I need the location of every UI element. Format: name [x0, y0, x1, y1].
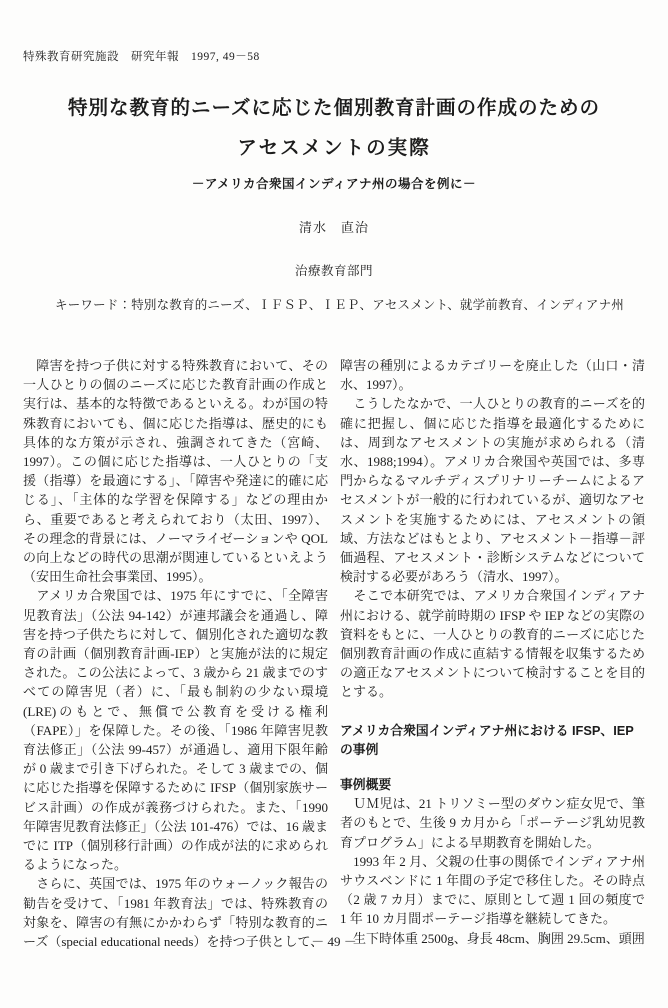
- paper-title-line2: アセスメントの実際: [237, 138, 431, 159]
- body-columns: [23, 356, 645, 951]
- paper-subtitle: －アメリカ合衆国インディアナ州の場合を例に－: [191, 177, 477, 191]
- body-paragraph: そこで本研究では、アメリカ合衆国インディアナ州における、就学前時期の IFSP や IEP などの実際の資料をもとに、一人ひとりの教育的ニーズに応じた個別教育計画の作成に直結する情報を収集するための適正なアセスメントについて検討することを目的とする。: [340, 588, 645, 700]
- paper-title-line1: 特別な教育的ニーズに応じた個別教育計画の作成のための: [67, 98, 601, 119]
- body-paragraph: 生下時体重 2500g、身長 48cm、胸囲 29.5cm、頭囲: [340, 930, 645, 946]
- author-affiliation: 治療教育部門: [294, 264, 373, 278]
- body-paragraph: 障害の種別によるカテゴリーを廃止した（山口・清水、1997）。: [340, 358, 645, 393]
- body-paragraph: ＵＭ児は、21 トリソミー型のダウン症女児で、筆者のもとで、生後 9 カ月から「ポーテージ乳幼児教育プログラム」による早期教育を開始した。: [340, 796, 645, 850]
- body-paragraph: 1993 年 2 月、父親の仕事の関係でインディアナ州サウスベンドに 1 年間の予定で移住した。その時点（2 歳 7 カ月）までに、原則として週 1 回の頻度で 1 年 10 カ月間ポーテージ指導を継続してきた。: [340, 853, 645, 927]
- left-column: [23, 356, 328, 951]
- body-paragraph: 障害を持つ子供に対する特殊教育において、その一人ひとりの個のニーズに応じた教育計画の作成と実行は、基本的な特徴であるといえる。わが国の特殊教育においても、個に応じた指導は、歴史的にも具体的な方策が示され、強調されてきた（宮崎、1997）。この個に応じた指導は、一人ひとりの「支援（指導）を最適にする」、「障害や発達に的確に応じる」、「主体的な学習を保障する」などの理由から、重要であると考えられており（太田、1997）、その理念的背景には、ノーマライゼーションや QOL の向上などの時代の思潮が関連しているといえよう（安田生命社会事業団、1995）。: [23, 358, 328, 585]
- sub-heading-case-overview: 事例概要: [340, 777, 392, 793]
- right-column: [340, 356, 645, 951]
- title-block: [23, 96, 645, 192]
- keywords-line: キーワード：特別な教育的ニーズ、ＩＦＳＰ、ＩＥＰ、アセスメント、就学前教育、インディアナ州: [55, 298, 625, 312]
- body-paragraph: こうしたなかで、一人ひとりの教育的ニーズを的確に把握し、個に応じた指導を最適化するためには、周到なアセスメントの実施が求められる（清水、1988;1994）。アメリカ合衆国や英国では、多専門からなるマルチディスプリナリーチームによるアセスメントが一般的に行われているが、適切なアセスメントを実施するためには、アセスメントの領域、方法などはもとより、アセスメント－指導－評価過程、アセスメント・診断システムなどについて検討する必要があろう（清水、1997）。: [340, 396, 645, 585]
- body-paragraph: アメリカ合衆国では、1975 年にすでに、「全障害児教育法」（公法 94-142）が連邦議会を通過し、障害を持つ子供たちに対して、個別化された適切な教育の計画（個別教育計画-IEP）と実施が法的に規定された。この公法によって、3 歳から 21 歳までのすべての障害児（者）に、「最も制約の少ない環境(LRE)のもとで、無償で公教育を受ける権利（FAPE）」を保障した。その後、「1986 年障害児教育法修正」（公法 99-457）が通過し、適用下限年齢が 0 歳まで引き下げられた。そして 3 歳までの、個に応じた指導を保障するために IFSP（個別家族サービス計画）の作成が義務づけられた。また、「1990 年障害児教育法修正」（公法 101-476）では、16 歳までに ITP（個別移行計画）の作成が法的に求められるようになった。: [23, 588, 328, 873]
- author-name: 清水 直治: [298, 220, 369, 235]
- page-number: － 49 －: [311, 934, 357, 949]
- body-paragraph: さらに、英国では、1975 年のウォーノック報告の勧告を受けて、「1981 年教育法」では、特殊教育の対象を、障害の有無にかかわらず「特別な教育的ニーズ（special educational needs）を持つ子供として、: [23, 876, 328, 950]
- section-heading-case-study: アメリカ合衆国インディアナ州における IFSP、IEP の事例: [340, 722, 634, 757]
- journal-header: 特殊教育研究施設 研究年報 1997, 49－58: [23, 51, 260, 63]
